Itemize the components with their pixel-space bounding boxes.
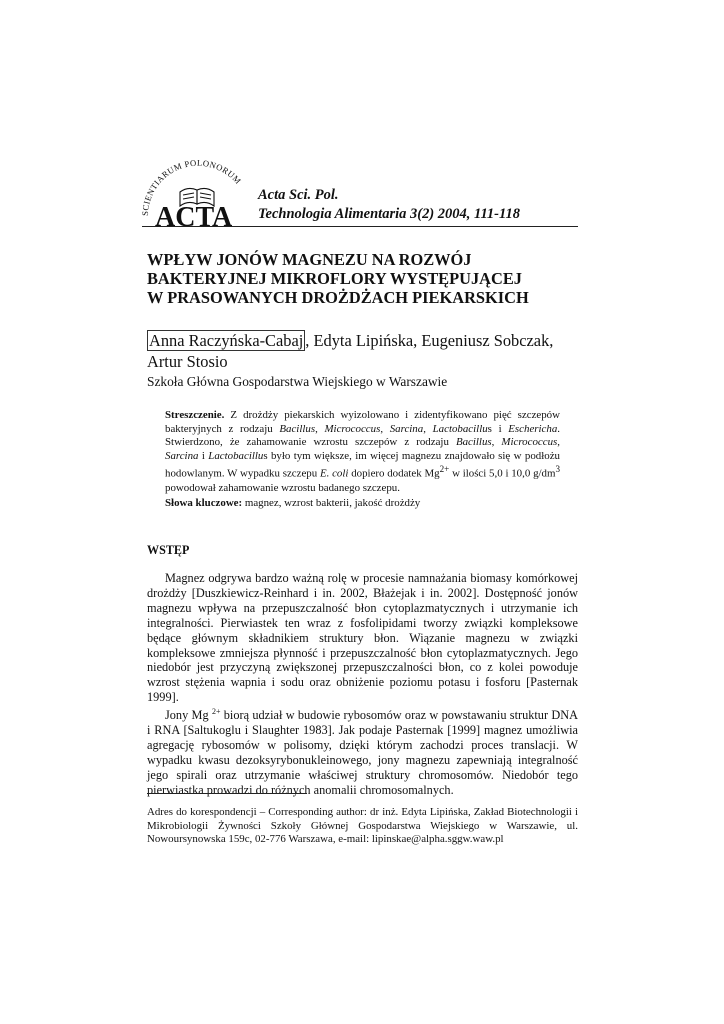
- paragraph-text: Jony Mg: [165, 708, 212, 723]
- author-names: , Edyta Lipińska, Eugeniusz Sobczak,: [305, 331, 554, 350]
- logo-arc-text: IENTIARUM POLONORUM: [142, 157, 244, 206]
- superscript: 2+: [211, 707, 221, 717]
- paragraph: Magnez odgrywa bardzo ważną rolę w procesie namnażania biomasy komórkowej drożdży [Duszkiewicz-Reinhard i in. 2002, Błażejak i in. 2002]. Dostępność jonów magnezu wpływa na przepuszczalność błon cytoplazmatycznych i utrzymanie ich integralności. Pierwiastek ten wraz z fosfolipidami tworzy związki kompleksowe będące głównym składnikiem struktury błon. Wiązanie magnezu w związki kompleksowe zmniejsza płynność i przepuszczalność błon cytoplazmatycznych. Jego niedobór jest przyczyną zwiększonej przepuszczalności błon, co z kolei powoduje wzrost stężenia wapnia i sodu oraz obniżenie poziomu potasu i fosforu [Pasternak 1999].: [147, 571, 578, 705]
- abstract-text: . Stwierdzono, że zahamowanie wzrostu szczepów z rodzaju: [165, 422, 561, 449]
- genus: Micrococcus: [501, 436, 558, 449]
- paragraph-text: biorą udział w budowie rybosomów oraz w powstawaniu struktur DNA i RNA [Saltukoglu i Slaughter 1983]. Jak podaje Pasternak [1999] magnez umożliwia agregację rybosomów w polisomy, dzięki którym zachodzi proces translacji. W wypadku kwasu dezoksyrybonukleinowego, jony magnezu zapewniają integralność jego spirali oraz utrzymanie właściwej struktury chromosomów. Niedobór tego pierwiastka prowadzi do różnych anomalii chromosomalnych.: [147, 708, 578, 797]
- title-line: W PRASOWANYCH DROŻDŻACH PIEKARSKICH: [147, 288, 529, 307]
- affiliation: Szkoła Główna Gospodarstwa Wiejskiego w Warszawie: [147, 374, 448, 389]
- footnote-divider: [147, 793, 307, 794]
- genus: Bacillus: [279, 422, 316, 435]
- journal-logo: [142, 152, 252, 228]
- header-divider: [142, 226, 578, 227]
- article-title: [147, 250, 577, 307]
- genus: Bacillus: [455, 436, 492, 449]
- genus: Eschericha: [508, 422, 558, 435]
- journal-name: Acta Sci. Pol.: [258, 187, 339, 203]
- abstract-text: w ilości 5,0 i 10,0 g/dm: [449, 468, 556, 480]
- author-name: Artur Stosio: [147, 352, 228, 371]
- abstract-text: ,: [380, 422, 390, 435]
- superscript: 2+: [439, 464, 450, 475]
- keywords-text: magnez, wzrost bakterii, jakość drożdży: [242, 497, 421, 509]
- abstract-text: i: [198, 449, 209, 462]
- abstract-label: Streszczenie.: [165, 409, 225, 421]
- abstract-text: ,: [557, 436, 560, 449]
- acta-logo-graphic: [142, 152, 252, 228]
- abstract-text: powodował zahamowanie wzrostu badanego szczepu.: [165, 481, 400, 494]
- abstract: [165, 409, 560, 495]
- journal-series: Technologia Alimentaria 3(2) 2004, 111-118: [258, 206, 520, 222]
- paragraph: [147, 705, 578, 798]
- abstract-text: s i: [487, 422, 509, 435]
- genus: Micrococcus: [324, 422, 381, 435]
- genus: Sarcina: [165, 449, 199, 462]
- abstract-text: s było tym większe, im więcej magnezu znajdowało się w podłożu hodowlanym. W wypadku szczepu: [165, 449, 560, 480]
- keywords-label: Słowa kluczowe:: [165, 497, 243, 509]
- title-line: WPŁYW JONÓW MAGNEZU NA ROZWÓJ: [147, 250, 472, 269]
- author-highlighted[interactable]: Anna Raczyńska-Cabaj: [149, 331, 304, 350]
- genus: Lactobacillu: [432, 422, 488, 435]
- title-line: BAKTERYJNEJ MIKROFLORY WYSTĘPUJĄCEJ: [147, 269, 522, 288]
- abstract-text: ,: [491, 436, 502, 449]
- author-list: [147, 330, 587, 372]
- superscript: 3: [555, 464, 560, 475]
- section-heading: WSTĘP: [147, 543, 190, 557]
- abstract-text: ,: [315, 422, 325, 435]
- genus: Lactobacillu: [208, 449, 264, 462]
- abstract-text: dopiero dodatek Mg: [348, 468, 440, 480]
- keywords: [165, 497, 560, 511]
- body-text: [147, 571, 578, 798]
- genus: E. coli: [319, 468, 349, 480]
- logo-word: ACTA: [155, 202, 233, 228]
- footnote: Adres do korespondencji – Corresponding author: dr inż. Edyta Lipińska, Zakład Biotechnologii i Mikrobiologii Żywności Szkoły Głównej Gospodarstwa Wiejskiego w Warszawie, ul. Nowoursynowska 159c, 02-776 Warszawa, e-mail: lipinskae@alpha.sggw.waw.pl: [147, 806, 578, 846]
- abstract-text: ,: [423, 422, 433, 435]
- abstract-text: Z drożdży piekarskich wyizolowano i zidentyfikowano pięć szczepów bakteryjnych z rodzaju: [165, 409, 560, 435]
- genus: Sarcina: [389, 422, 424, 435]
